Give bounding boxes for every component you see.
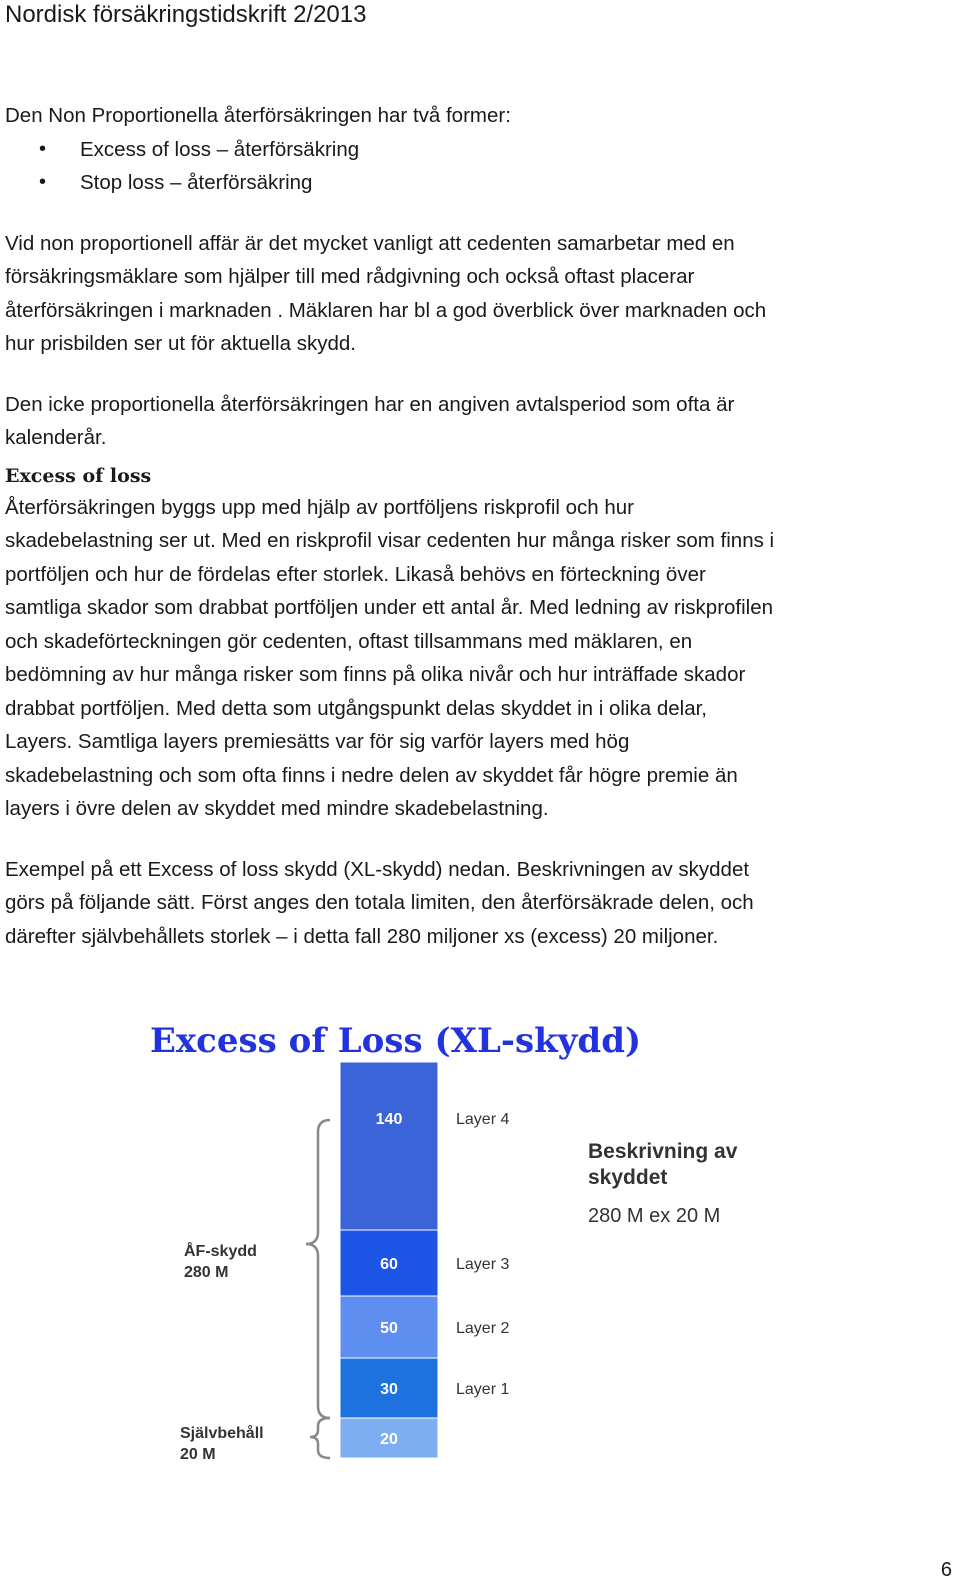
layer-name-label: Layer 2: [456, 1320, 510, 1337]
af-skydd-label: ÅF-skydd: [184, 1243, 257, 1260]
spacer: [5, 826, 950, 853]
period-paragraph: Den icke proportionella återförsäkringen har en angiven avtalsperiod som ofta är kalenderår.: [5, 392, 735, 449]
description-value: 280 M ex 20 M: [588, 1205, 721, 1227]
section-heading: Excess of loss: [5, 464, 152, 487]
list-item: • Excess of loss – återförsäkring: [5, 133, 950, 167]
layer-stack: [340, 1062, 509, 1458]
layer-value-label: 60: [380, 1256, 398, 1273]
layer-bar: [340, 1062, 438, 1230]
sjalvbehall-bracket: [310, 1418, 330, 1458]
broker-paragraph: Vid non proportionell affär är det mycket vanligt att cedenten samarbetar med en försäkringsmäklare som hjälper till med rådgivning och också oftast placerar återförsäkringen i marknaden . Mäklaren har bl a god överblick över marknaden och hur prisbilden ser ut för aktuella skydd.: [5, 231, 767, 355]
layer-name-label: Layer 3: [456, 1256, 510, 1273]
figure-title: Excess of Loss (XL-skydd): [150, 1021, 642, 1061]
layer-name-label: Layer 4: [456, 1111, 510, 1128]
list-item: • Stop loss – återförsäkring: [5, 166, 950, 200]
layer-value-label: 20: [380, 1431, 398, 1448]
layer-value-label: 140: [375, 1111, 403, 1128]
layer-value-label: 30: [380, 1381, 398, 1398]
layer-name-label: Layer 1: [456, 1381, 510, 1398]
spacer: [5, 200, 950, 227]
page-number: 6: [940, 1559, 952, 1581]
xl-skydd-figure: [140, 1010, 800, 1480]
sjalvbehall-label: Självbehåll: [180, 1425, 264, 1442]
layer-value-label: 50: [380, 1320, 398, 1337]
spacer: [5, 361, 950, 388]
excess-of-loss-paragraph: Återförsäkringen byggs upp med hjälp av portföljens riskprofil och hur skadebelastning ser ut. Med en riskprofil visar cedenten hur många risker som finns i portföljen och hur de fördelas efter storlek. Likaså behövs en förteckning över samtliga skador som drabbat portföljen under ett antal år. Med ledning av riskprofilen och skadeförteckningen gör cedenten, oftast tillsammans med mäklaren, en bedömning av hur många risker som finns på olika nivår och hur inträffade skador drabbat portföljen. Med detta som utgångspunkt delas skyddet in i olika delar, Layers. Samtliga layers premiesätts var för sig varför layers med hög skadebelastning och som ofta finns i nedre delen av skyddet får högre premie än layers i övre delen av skyddet med mindre skadebelastning.: [5, 495, 775, 820]
af-skydd-amount: 280 M: [184, 1264, 229, 1281]
page-header-title: Nordisk försäkringstidskrift 2/2013: [5, 1, 367, 28]
sjalvbehall-amount: 20 M: [180, 1446, 216, 1463]
description-heading-line1: Beskrivning av: [588, 1140, 738, 1163]
xl-layer-chart: [140, 1010, 800, 1480]
intro-paragraph: Den Non Proportionella återförsäkringen har två former:: [5, 104, 511, 127]
forms-list: [5, 133, 950, 200]
af-skydd-bracket: [306, 1120, 330, 1418]
document-body: [5, 99, 950, 953]
description-heading-line2: skyddet: [588, 1166, 668, 1189]
example-paragraph: Exempel på ett Excess of loss skydd (XL-skydd) nedan. Beskrivningen av skyddet görs på följande sätt. Först anges den totala limiten, den återförsäkrade delen, och därefter självbehållets storlek – i detta fall 280 miljoner xs (excess) 20 miljoner.: [5, 857, 754, 948]
